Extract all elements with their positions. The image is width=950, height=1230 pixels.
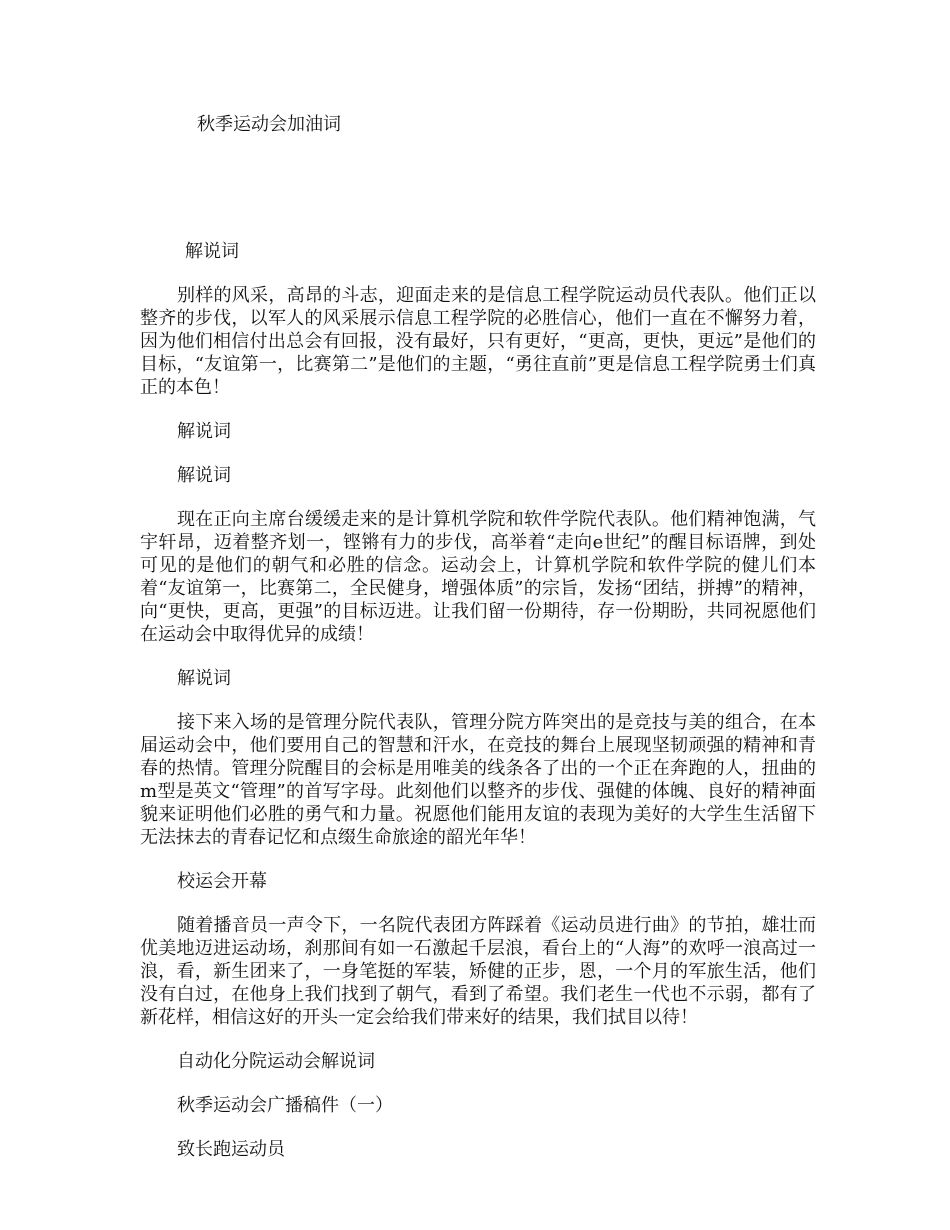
section-heading: 解说词 [177, 421, 231, 442]
document-title: 秋季运动会加油词 [197, 114, 341, 135]
section-heading: 自动化分院运动会解说词 [177, 1051, 375, 1072]
section-heading: 秋季运动会广播稿件（一） [177, 1095, 393, 1116]
section-paragraph: 接下来入场的是管理分院代表队，管理分院方阵突出的是竞技与美的组合，在本届运动会中，他们要用自己的智慧和汗水，在竞技的舞台上展现坚韧顽强的精神和青春的热情。管理分院醒目的会标是用唯美的线条各了出的一个正在奔跑的人，扭曲的m型是英文“管理”的首写字母。此刻他们以整齐的步伐、强健的体魄、良好的精神面貌来证明他们必胜的勇气和力量。祝愿他们能用友谊的表现为美好的大学生生活留下无法抹去的青春记忆和点缀生命旅途的韶光年华！ [140, 712, 816, 848]
section-paragraph: 随着播音员一声令下，一名院代表团方阵踩着《运动员进行曲》的节拍，雄壮而优美地迈进运动场，刹那间有如一石激起千层浪，看台上的“人海”的欢呼一浪高过一浪，看，新生团来了，一身笔挺的军装，矫健的正步，恩，一个月的军旅生活，他们没有白过，在他身上我们找到了朝气，看到了希望。我们老生一代也不示弱，都有了新花样，相信这好的开头一定会给我们带来好的结果，我们拭目以待！ [140, 915, 816, 1028]
section-heading: 解说词 [185, 241, 239, 262]
document-body [140, 240, 816, 1162]
section-paragraph: 别样的风采，高昂的斗志，迎面走来的是信息工程学院运动员代表队。他们正以整齐的步伐，以军人的风采展示信息工程学院的必胜信心，他们一直在不懈努力着，因为他们相信付出总会有回报，没有最好，只有更好，“更高，更快，更远”是他们的目标，“友谊第一，比赛第二”是他们的主题，“勇往直前”更是信息工程学院勇士们真正的本色！ [140, 285, 816, 398]
section-heading: 解说词 [177, 465, 231, 486]
section-heading: 解说词 [177, 668, 231, 689]
section-paragraph: 现在正向主席台缓缓走来的是计算机学院和软件学院代表队。他们精神饱满，气宇轩昂，迈着整齐划一，铿锵有力的步伐，高举着“走向e世纪”的醒目标语牌，到处可见的是他们的朝气和必胜的信念。运动会上，计算机学院和软件学院的健儿们本着“友谊第一，比赛第二，全民健身，增强体质”的宗旨，发扬“团结，拼搏”的精神，向“更快，更高，更强”的目标迈进。让我们留一份期待，存一份期盼，共同祝愿他们在运动会中取得优异的成绩！ [140, 509, 816, 645]
section-heading: 校运会开幕 [177, 871, 267, 892]
section-heading: 致长跑运动员 [177, 1139, 285, 1160]
